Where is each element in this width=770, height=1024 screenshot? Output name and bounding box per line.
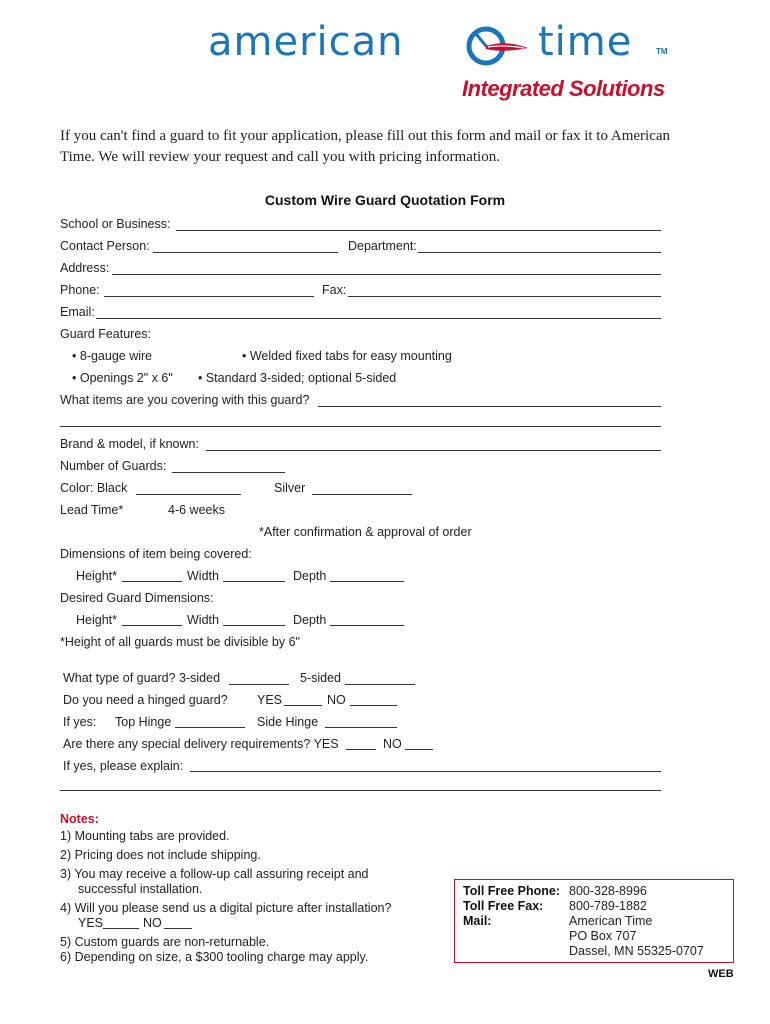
email-label: Email: (60, 305, 95, 319)
clock-logo-icon (464, 22, 530, 70)
contact-box (454, 879, 734, 963)
covering-field-line2[interactable] (60, 426, 661, 427)
silver-field[interactable] (312, 494, 412, 495)
note-yes-field[interactable] (103, 928, 139, 929)
note-yes-label: YES (78, 916, 104, 930)
explain-field-line2[interactable] (60, 790, 661, 791)
dimensions-label: Dimensions of item being covered: (60, 547, 252, 561)
number-label: Number of Guards: (60, 459, 167, 473)
phone-field[interactable] (104, 296, 314, 297)
mail-line: Dassel, MN 55325-0707 (569, 944, 704, 958)
school-label: School or Business: (60, 217, 171, 231)
mail-line: PO Box 707 (569, 929, 637, 943)
logo-tagline: Integrated Solutions (462, 76, 665, 101)
hinged-label: Do you need a hinged guard? (63, 693, 228, 707)
five-sided-label: 5-sided (300, 671, 341, 685)
width-label: Width (187, 613, 219, 627)
hinged-no-label: NO (327, 693, 346, 707)
logo-word-american: american (208, 19, 404, 65)
lead-time-note: *After confirmation & approval of order (259, 525, 472, 539)
lead-time-value: 4-6 weeks (168, 503, 225, 517)
desired-depth-field[interactable] (330, 625, 404, 626)
note-no-field[interactable] (164, 928, 192, 929)
black-field[interactable] (136, 494, 241, 495)
height-note: *Height of all guards must be divisible by 6" (60, 635, 300, 649)
silver-label: Silver (274, 481, 306, 495)
top-hinge-label: Top Hinge (115, 715, 172, 729)
hinged-no-field[interactable] (350, 705, 397, 706)
brand-label: Brand & model, if known: (60, 437, 199, 451)
explain-field[interactable] (190, 771, 661, 772)
side-hinge-label: Side Hinge (257, 715, 319, 729)
desired-height-field[interactable] (122, 625, 182, 626)
top-hinge-field[interactable] (175, 727, 245, 728)
toll-free-fax-label: Toll Free Fax: (463, 899, 544, 913)
delivery-no-label: NO (383, 737, 402, 751)
note-item: 3) You may receive a follow-up call assuring receipt and (60, 867, 369, 881)
delivery-label: Are there any special delivery requirements? YES (63, 737, 339, 751)
toll-free-fax-value: 800-789-1882 (569, 899, 647, 913)
number-field[interactable] (172, 472, 285, 473)
note-item: 5) Custom guards are non-returnable. (60, 935, 270, 949)
fax-field[interactable] (348, 296, 661, 297)
guard-features-label: Guard Features: (60, 327, 152, 341)
side-hinge-field[interactable] (325, 727, 397, 728)
logo-word-time: time (538, 19, 633, 65)
explain-label: If yes, please explain: (63, 759, 184, 773)
item-height-field[interactable] (122, 581, 182, 582)
phone-label: Phone: (60, 283, 100, 297)
guard-type-label: What type of guard? 3-sided (63, 671, 221, 685)
five-sided-field[interactable] (345, 684, 415, 685)
covering-field[interactable] (318, 406, 661, 407)
trademark: TM (656, 47, 668, 56)
feature-item: • Standard 3-sided; optional 5-sided (198, 371, 397, 385)
feature-item: • Openings 2" x 6" (72, 371, 173, 385)
delivery-no-field[interactable] (405, 749, 433, 750)
width-label: Width (187, 569, 219, 583)
height-label: Height* (76, 569, 117, 583)
department-field[interactable] (418, 252, 661, 253)
hinged-yes-field[interactable] (284, 705, 322, 706)
mail-label: Mail: (463, 914, 492, 928)
feature-item: • 8-gauge wire (72, 349, 153, 363)
item-width-field[interactable] (223, 581, 285, 582)
form-title: Custom Wire Guard Quotation Form (264, 192, 506, 208)
delivery-yes-field[interactable] (346, 749, 376, 750)
desired-label: Desired Guard Dimensions: (60, 591, 214, 605)
note-no-label: NO (143, 916, 162, 930)
hinged-yes-label: YES (257, 693, 283, 707)
note-item: 4) Will you please send us a digital picture after installation? (60, 901, 392, 915)
if-yes-label: If yes: (63, 715, 97, 729)
lead-time-label: Lead Time* (60, 503, 124, 517)
feature-item: • Welded fixed tabs for easy mounting (242, 349, 452, 363)
intro-text: If you can't find a guard to fit your application, please fill out this form and mail or fax it to American Time. We will review your request and call you with pricing information. (60, 128, 671, 165)
covering-label: What items are you covering with this guard? (60, 393, 310, 407)
contact-label: Contact Person: (60, 239, 150, 253)
toll-free-phone-label: Toll Free Phone: (463, 884, 560, 898)
address-label: Address: (60, 261, 110, 275)
toll-free-phone-value: 800-328-8996 (569, 884, 647, 898)
footer-code: WEB (708, 968, 734, 980)
color-black-label: Color: Black (60, 481, 128, 495)
three-sided-field[interactable] (229, 684, 289, 685)
department-label: Department: (348, 239, 417, 253)
contact-field[interactable] (153, 252, 338, 253)
note-item: 6) Depending on size, a $300 tooling charge may apply. (60, 950, 369, 964)
desired-width-field[interactable] (223, 625, 285, 626)
school-field[interactable] (176, 230, 661, 231)
brand-field[interactable] (206, 450, 661, 451)
note-item: 1) Mounting tabs are provided. (60, 829, 230, 843)
item-depth-field[interactable] (330, 581, 404, 582)
notes-title: Notes: (60, 812, 99, 826)
address-field[interactable] (112, 274, 661, 275)
height-label: Height* (76, 613, 117, 627)
note-item: 2) Pricing does not include shipping. (60, 848, 261, 862)
note-item-continued: successful installation. (78, 882, 203, 896)
fax-label: Fax: (322, 283, 347, 297)
email-field[interactable] (96, 318, 661, 319)
depth-label: Depth (293, 613, 327, 627)
mail-line: American Time (569, 914, 653, 928)
depth-label: Depth (293, 569, 327, 583)
